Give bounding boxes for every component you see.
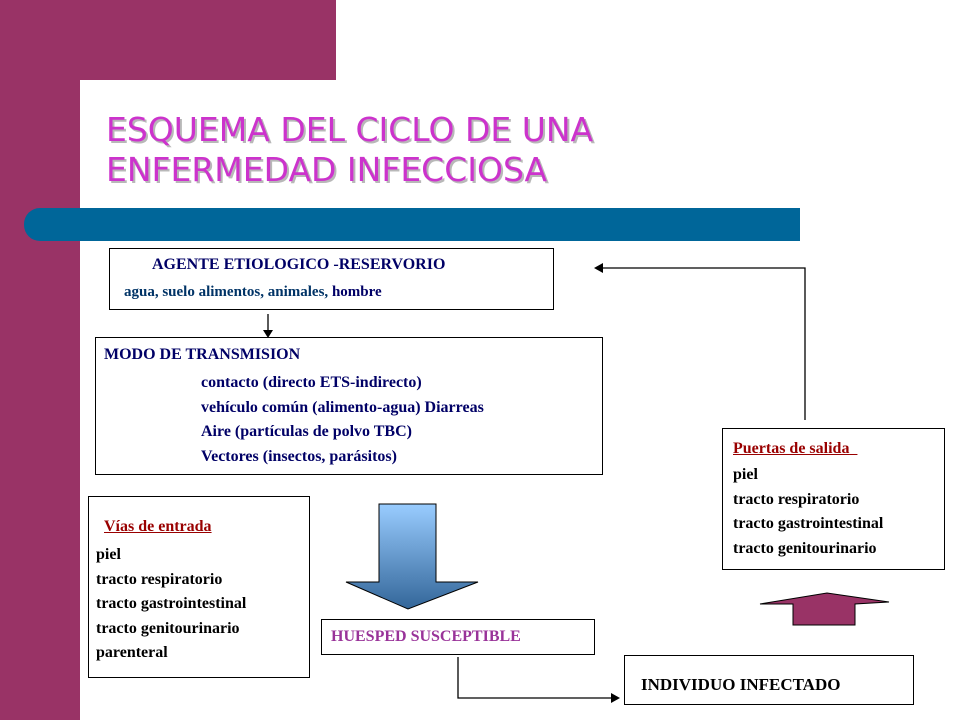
up-arrow [760,593,889,625]
salida-item: tracto genitourinario [733,539,877,557]
agente-detail-end: hombre [331,284,382,300]
modo-item: vehículo común (alimento-agua) Diarreas [201,398,484,416]
salida-heading-text: Puertas de salida [733,440,850,457]
salida-item: tracto respiratorio [733,490,860,508]
vias-item: tracto gastrointestinal [96,595,247,612]
arrow-huesped-to-infectado [458,657,620,703]
agente-heading: AGENTE ETIOLOGICO -RESERVORIO [152,256,446,273]
modo-heading: MODO DE TRANSMISION [104,346,301,363]
huesped-label: HUESPED SUSCEPTIBLE [331,628,521,645]
modo-item: contacto (directo ETS-indirecto) [201,374,422,391]
modo-item: Vectores (insectos, parásitos) [201,447,397,465]
vias-heading: Vías de entrada [104,518,212,535]
vias-item: tracto respiratorio [96,570,223,588]
title-line-2: ENFERMEDAD INFECCIOSA [106,150,548,189]
title-line-1: ESQUEMA DEL CICLO DE UNA [106,110,594,149]
salida-item: piel [733,466,758,483]
vias-item: piel [96,546,121,563]
arrow-salida-to-agente [594,263,805,420]
big-down-arrow [346,504,478,609]
vias-item: parenteral [96,644,168,661]
modo-item: Aire (partículas de polvo TBC) [201,423,412,440]
salida-item: tracto gastrointestinal [733,515,884,532]
arrow-agente-to-modo [263,314,273,338]
vias-item: tracto genitourinario [96,619,240,637]
infectado-label: INDIVIDUO INFECTADO [641,675,841,694]
agente-detail-text: agua, suelo alimentos, animales, [124,284,332,300]
